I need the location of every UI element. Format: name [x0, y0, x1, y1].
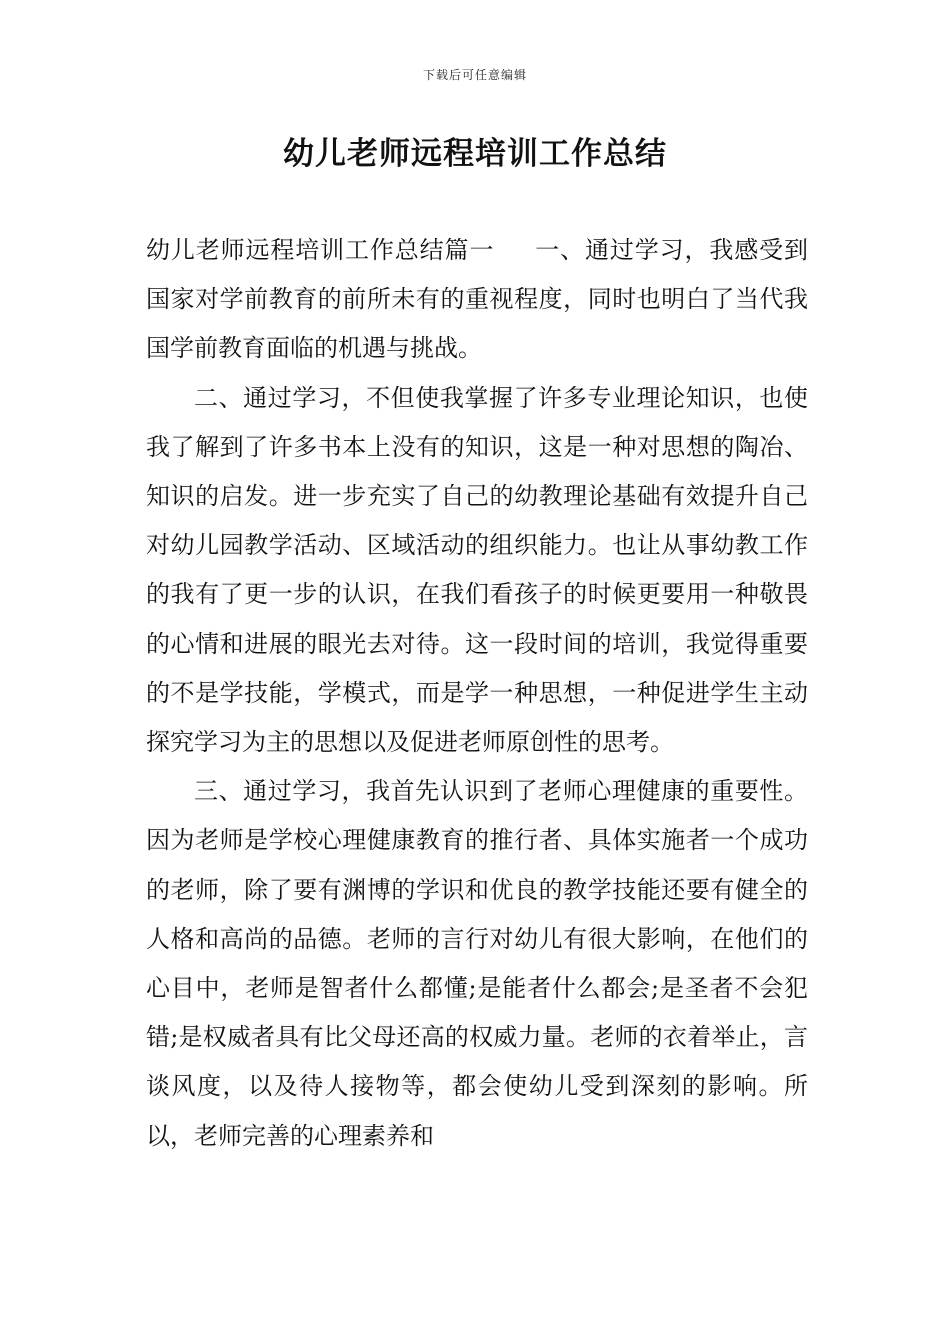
paragraph-1 — [146, 226, 808, 374]
intro-label: 幼儿老师远程培训工作总结篇一 — [146, 236, 495, 264]
paragraph-1-text: 一、通过学习，我感受到国家对学前教育的前所未有的重视程度，同时也明白了当代我国学前教育面临的机遇与挑战。 — [146, 236, 809, 363]
document-title: 幼儿老师远程培训工作总结 — [283, 136, 667, 172]
document-body — [146, 226, 808, 1161]
paragraph-3: 三、通过学习，我首先认识到了老师心理健康的重要性。因为老师是学校心理健康教育的推行者、具体实施者一个成功的老师，除了要有渊博的学识和优良的教学技能还要有健全的人格和高尚的品德。老师的言行对幼儿有很大影响，在他们的心目中，老师是智者什么都懂;是能者什么都会;是圣者不会犯错;是权威者具有比父母还高的权威力量。老师的衣着举止，言谈风度，以及待人接物等，都会使幼儿受到深刻的影响。所以，老师完善的心理素养和 — [146, 777, 808, 1150]
header-note: 下载后可任意编辑 — [422, 68, 527, 82]
paragraph-2: 二、通过学习，不但使我掌握了许多专业理论知识，也使我了解到了许多书本上没有的知识，这是一种对思想的陶冶、知识的启发。进一步充实了自己的幼教理论基础有效提升自己对幼儿园教学活动、区域活动的组织能力。也让从事幼教工作的我有了更一步的认识，在我们看孩子的时候更要用一种敬畏的心情和进展的眼光去对待。这一段时间的培训，我觉得重要的不是学技能，学模式，而是学一种思想，一种促进学生主动探究学习为主的思想以及促进老师原创性的思考。 — [146, 383, 808, 757]
